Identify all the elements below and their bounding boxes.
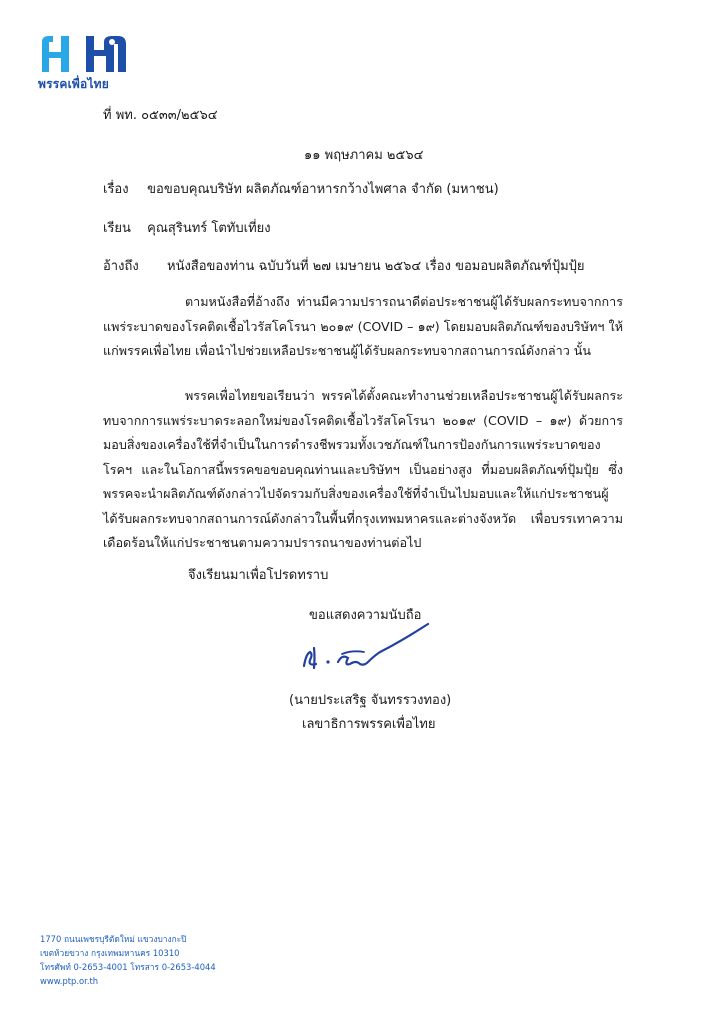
body-paragraph: พรรคเพื่อไทยขอเรียนว่า พรรคได้ตั้งคณะทำงานช่วยเหลือประชาชนผู้ได้รับผลกระทบจากการแพร่ระบาดระลอกใหม่ของโรคติดเชื้อไวรัสโคโรนา ๒๐๑๙ (COVID – ๑๙) ด้วยการมอบสิ่งของเครื่องใช้ที่จำเป็นในการดำรงชีพรวมทั้งเวชภัณฑ์ในการป้องกันการแพร่ระบาดของโรคฯ และในโอกาสนี้พรรคขอขอบคุณท่านและบริษัทฯ เป็นอย่างสูง ที่มอบผลิตภัณฑ์ปุ้มปุ้ย ซึ่งพรรคจะนำผลิตภัณฑ์ดังกล่าวไปจัดรวมกับสิ่งของเครื่องใช้ที่จำเป็นไปมอบและให้แก่ประชาชนผู้ได้รับผลกระทบจากสถานการณ์ดังกล่าวในพื้นที่กรุงเทพมหาครและต่างจังหวัด เพื่อบรรเทาความเดือดร้อนให้แก่ประชาชนตามความปรารถนาของท่านต่อไป	[103, 388, 623, 550]
handwritten-signature-icon	[292, 618, 452, 678]
subject-text: ขอขอบคุณบริษัท ผลิตภัณฑ์อาหารกว้างไพศาล จำกัด (มหาชน)	[147, 182, 499, 197]
signatory-title: เลขาธิการพรรคเพื่อไทย	[302, 717, 436, 732]
footer-website-link[interactable]: www.ptp.or.th	[40, 976, 99, 986]
subject-label: เรื่อง	[103, 182, 129, 197]
regards-line: ขอแสดงความนับถือ	[309, 608, 422, 623]
party-logo-name: พรรคเพื่อไทย	[38, 77, 110, 91]
recipient-line	[103, 221, 271, 237]
footer-address-line: เขตห้วยขวาง กรุงเทพมหานคร 10310	[40, 948, 180, 958]
letterhead-footer	[40, 932, 216, 988]
footer-phone: โทรศัพท์ 0-2653-4001 โทรสาร 0-2653-4044	[40, 962, 216, 972]
party-logo-mark-icon	[38, 34, 128, 74]
recipient-label: เรียน	[103, 221, 131, 236]
subject-line	[103, 182, 499, 198]
body-paragraph: ตามหนังสือที่อ้างถึง ท่านมีความปรารถนาดีต่อประชาชนผู้ได้รับผลกระทบจากการแพร่ระบาดของโรคติดเชื้อไวรัสโคโรนา ๒๐๑๙ (COVID – ๑๙) โดยมอบผลิตภัณฑ์ของบริษัทฯ ให้แก่พรรคเพื่อไทย เพื่อนำไปช่วยเหลือประชาชนผู้ได้รับผลกระทบจากสถานการณ์ดังกล่าว นั้น	[103, 294, 623, 358]
footer-address-line: 1770 ถนนเพชรบุรีตัดใหม่ แขวงบางกะปิ	[40, 934, 187, 944]
letter-date: ๑๑ พฤษภาคม ๒๕๖๔	[304, 148, 424, 163]
closing-line: จึงเรียนมาเพื่อโปรดทราบ	[188, 568, 329, 583]
reference-line	[103, 259, 585, 275]
signatory-name: (นายประเสริฐ จันทรรวงทอง)	[289, 693, 452, 708]
reference-text: หนังสือของท่าน ฉบับวันที่ ๒๗ เมษายน ๒๕๖๔ เรื่อง ขอมอบผลิตภัณฑ์ปุ้มปุ้ย	[167, 259, 585, 274]
document-reference-number: ที่ พท. ๐๕๓๓/๒๕๖๔	[103, 108, 218, 123]
party-logo	[38, 34, 138, 94]
reference-label: อ้างถึง	[103, 259, 139, 274]
recipient-text: คุณสุรินทร์ โตทับเที่ยง	[147, 221, 271, 236]
